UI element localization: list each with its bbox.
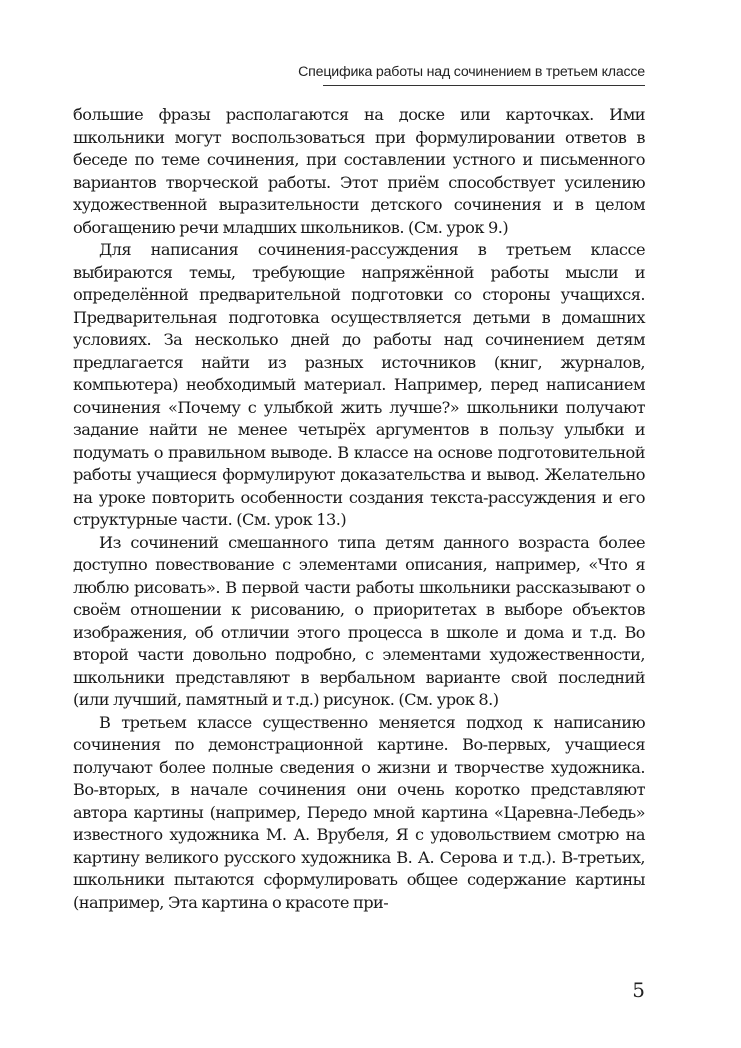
- paragraph-reasoning-essay: Для написания сочинения-рассуждения в третьем классе выбираются темы, требующие напряжённой работы мысли и определённой предварительной подготовки со стороны учащихся. Предварительная подготовка осуществляется детьми в домашних условиях. За несколько дней до работы над сочинением детям предлагается найти из разных источников (книг, журналов, компьютера) необходимый материал. Например, перед написанием сочинения «Почему с улыбкой жить лучше?» школьники получают задание найти не менее четырёх аргументов в пользу улыбки и подумать о правильном выводе. В классе на основе подготовительной работы учащиеся формулируют доказательства и вывод. Желательно на уроке повторить особенности создания текста-рассуждения и его структурные части. (См. урок 13.): [73, 240, 645, 529]
- paragraph-mixed-essay: Из сочинений смешанного типа детям данного возраста более доступно повествование с элементами описания, например, «Что я люблю рисовать». В первой части работы школьники рассказывают о своём отношении к рисованию, о приоритетах в выборе объектов изображения, об отличии этого процесса в школе и дома и т.д. Во второй части довольно подробно, с элементами художественности, школьники представляют в вербальном варианте свой последний (или лучший, памятный и т.д.) рисунок. (См. урок 8.): [73, 532, 645, 709]
- body-text: [73, 104, 645, 914]
- paragraph-continued: большие фразы располагаются на доске или карточках. Ими школьники могут воспользоваться при формулировании ответов в беседе по теме сочинения, при составлении устного и письменного вариантов творческой работы. Этот приём способствует усилению художественной выразительности детского сочинения и в целом обогащению речи младших школьников. (См. урок 9.): [73, 105, 645, 237]
- paragraph-picture-essay: В третьем классе существенно меняется подход к написанию сочинения по демонстрационной картине. Во-первых, учащиеся получают более полные сведения о жизни и творчестве художника. Во-вторых, в начале сочинения они очень коротко представляют автора картины (например, Передо мной картина «Царевна-Лебедь» известного художника М. А. Врубеля, Я с удовольствием смотрю на картину великого русского художника В. А. Серова и т.д.). В-третьих, школьники пытаются сформулировать общее содержание картины (например, Эта картина о красоте при-: [73, 712, 645, 912]
- running-title: Специфика работы над сочинением в третьем классе: [298, 64, 645, 80]
- header-rule: [323, 85, 645, 86]
- page-number: 5: [632, 978, 645, 1002]
